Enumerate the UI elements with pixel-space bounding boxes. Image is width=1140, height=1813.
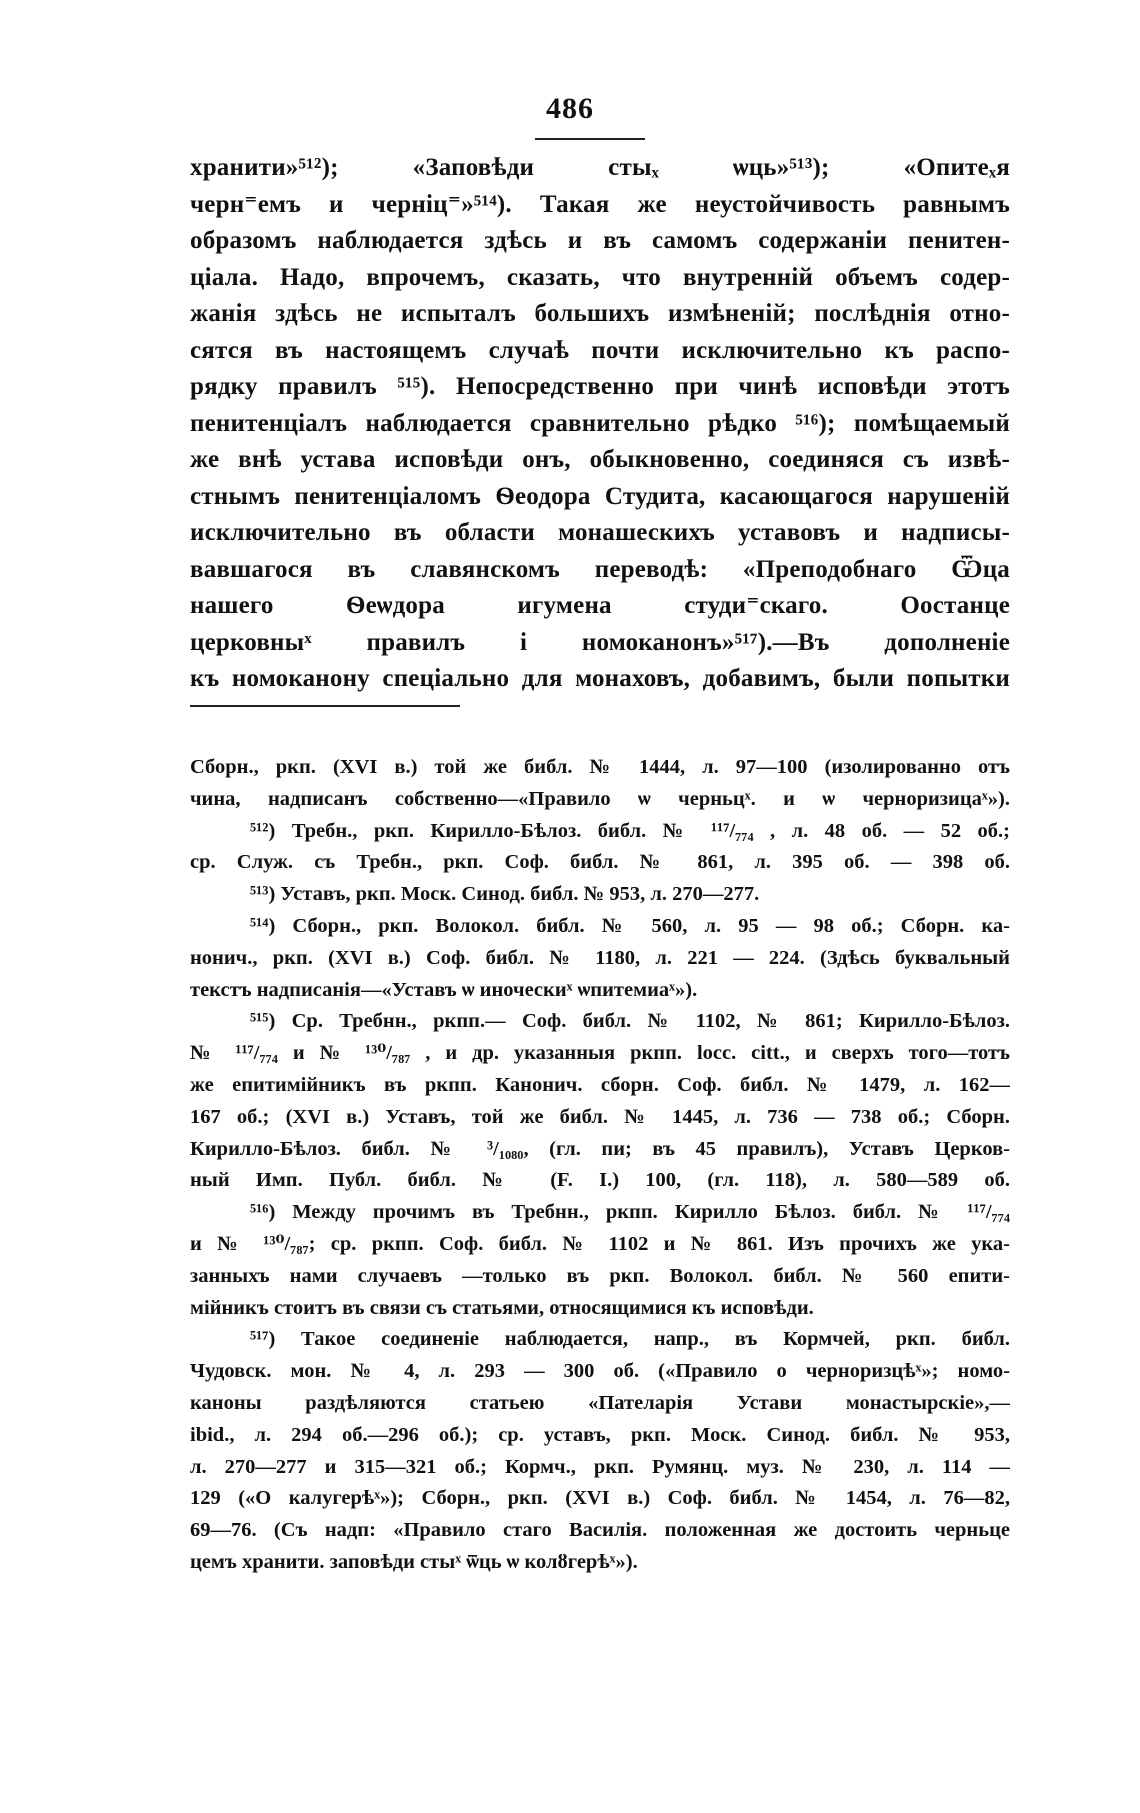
body-line: ціала. Надо, впрочемъ, сказать, что внутренній объемъ содер- — [190, 263, 1010, 291]
page-number: 486 — [546, 92, 594, 125]
body-line: черн⁼емъ и черніц⁼»⁵¹⁴). Такая же неустойчивость равнымъ — [190, 190, 1010, 218]
footnote-separator — [190, 705, 460, 707]
footnote-514-line: ⁵¹⁴) Сборн., ркп. Волокол. библ. № 560, л. 95 — 98 об.; Сборн. ка- — [250, 914, 1010, 937]
body-line: хранити»⁵¹²); «Заповѣди стыₓ ѡць»⁵¹³); «Опитеₓя — [190, 154, 1010, 181]
footnotes-block — [190, 752, 1010, 1579]
body-line: вавшагося въ славянскомъ переводѣ: «Преподобнаго Ѿца — [190, 555, 1010, 583]
footnote-line: же епитимійникъ въ ркпп. Канонич. сборн. Соф. библ. № 1479, л. 162— — [190, 1073, 1010, 1096]
footnote-line: 69—76. (Съ надп: «Правило стаго Василія. положенная же достоить черньце — [190, 1519, 1010, 1542]
footnote-line: и № ¹³⁰/₇₈₇; ср. ркпп. Соф. библ. № 1102 и № 861. Изъ прочихъ же ука- — [190, 1232, 1010, 1255]
footnote-line: Сборн., ркп. (XVI в.) той же библ. № 1444, л. 97—100 (изолированно отъ — [190, 756, 1010, 778]
body-line: образомъ наблюдается здѣсь и въ самомъ содержаніи пенитен- — [190, 227, 1010, 254]
body-line: къ номоканону спеціально для монаховъ, добавимъ, были попытки — [190, 665, 1010, 692]
body-line: церковныˣ правилъ і номоканонъ»⁵¹⁷).—Въ дополненіе — [190, 628, 1010, 656]
page-number-underline — [535, 138, 645, 140]
body-line: же внѣ устава исповѣди онъ, обыкновенно, соединяся съ извѣ- — [190, 446, 1010, 473]
footnote-516-line: ⁵¹⁶) Между прочимъ въ Требнн., ркпп. Кирилло Бѣлоз. библ. № ¹¹⁷/₇₇₄ — [250, 1201, 1010, 1224]
footnote-line: каноны раздѣляются статьею «Пателарія Устави монастырскіе»,— — [190, 1391, 1010, 1414]
footnote-line: занныхъ нами случаевъ —только въ ркп. Волокол. библ. № 560 епити- — [190, 1264, 1010, 1287]
body-line: сятся въ настоящемъ случаѣ почти исключительно къ распо- — [190, 336, 1010, 364]
footnote-line: цемъ хранити. заповѣди стыˣ ѿць ѡ колȣгерѣˣ»). — [190, 1550, 638, 1573]
main-body-text — [190, 150, 1010, 698]
footnote-line: л. 270—277 и 315—321 об.; Кормч., ркп. Румянц. муз. № 230, л. 114 — — [190, 1455, 1010, 1478]
body-line: нашего Ѳеѡдора игумена студи⁼скаго. Оостанце — [190, 592, 1010, 619]
footnote-513-line: ⁵¹³) Уставъ, ркп. Моск. Синод. библ. № 953, л. 270—277. — [250, 883, 760, 906]
body-line: пенитенціалъ наблюдается сравнительно рѣдко ⁵¹⁶); помѣщаемый — [190, 409, 1010, 437]
footnote-line: Кирилло-Бѣлоз. библ. № ³/₁₀₈₀, (гл. пи; въ 45 правилъ), Уставъ Церков- — [190, 1137, 1010, 1160]
footnote-line: нонич., ркп. (XVI в.) Соф. библ. № 1180, л. 221 — 224. (Здѣсь буквальный — [190, 946, 1010, 969]
footnote-line: ср. Служ. съ Требн., ркп. Соф. библ. № 861, л. 395 об. — 398 об. — [190, 851, 1010, 874]
footnote-515-line: ⁵¹⁵) Ср. Требнн., ркпп.— Соф. библ. № 1102, № 861; Кирилло-Бѣлоз. — [250, 1010, 1010, 1033]
body-line: стнымъ пенитенціаломъ Ѳеодора Студита, касающагося нарушеній — [190, 482, 1010, 510]
body-line: рядку правилъ ⁵¹⁵). Непосредственно при чинѣ исповѣди этотъ — [190, 373, 1010, 400]
footnote-line: мійникъ стоитъ въ связи съ статьями, относящимися къ исповѣди. — [190, 1296, 814, 1319]
footnote-517-line: ⁵¹⁷) Такое соединеніе наблюдается, напр., въ Кормчей, ркп. библ. — [250, 1328, 1010, 1351]
footnote-line: ibid., л. 294 об.—296 об.); ср. уставъ, ркп. Моск. Синод. библ. № 953, — [190, 1423, 1010, 1446]
footnote-line: текстъ надписанія—«Уставъ ѡ иноческиˣ ѡпитемиаˣ»). — [190, 978, 698, 1001]
body-line: жанія здѣсь не испыталъ большихъ измѣненій; послѣднія отно- — [190, 300, 1010, 327]
footnote-line: Чудовск. мон. № 4, л. 293 — 300 об. («Правило о черноризцѣˣ»; номо- — [190, 1360, 1010, 1383]
footnote-line: чина, надписанъ собственно—«Правило ѡ черньцˣ. и ѡ черноризицаˣ»). — [190, 787, 1010, 810]
footnote-line: № ¹¹⁷/₇₇₄ и № ¹³⁰/₇₈₇ , и др. указанныя ркпп. locc. citt., и сверхъ того—тотъ — [190, 1042, 1010, 1065]
footnote-line: 167 об.; (XVI в.) Уставъ, той же библ. № 1445, л. 736 — 738 об.; Сборн. — [190, 1105, 1010, 1128]
footnote-512-line: ⁵¹²) Требн., ркп. Кирилло-Бѣлоз. библ. № ¹¹⁷/₇₇₄ , л. 48 об. — 52 об.; — [250, 819, 1010, 842]
footnote-line: 129 («О калугерѣˣ»); Сборн., ркп. (XVI в.) Соф. библ. № 1454, л. 76—82, — [190, 1487, 1010, 1510]
body-line: исключительно въ области монашескихъ уставовъ и надписы- — [190, 519, 1010, 546]
footnote-line: ный Имп. Публ. библ. № (F. I.) 100, (гл. 118), л. 580—589 об. — [190, 1169, 1010, 1192]
